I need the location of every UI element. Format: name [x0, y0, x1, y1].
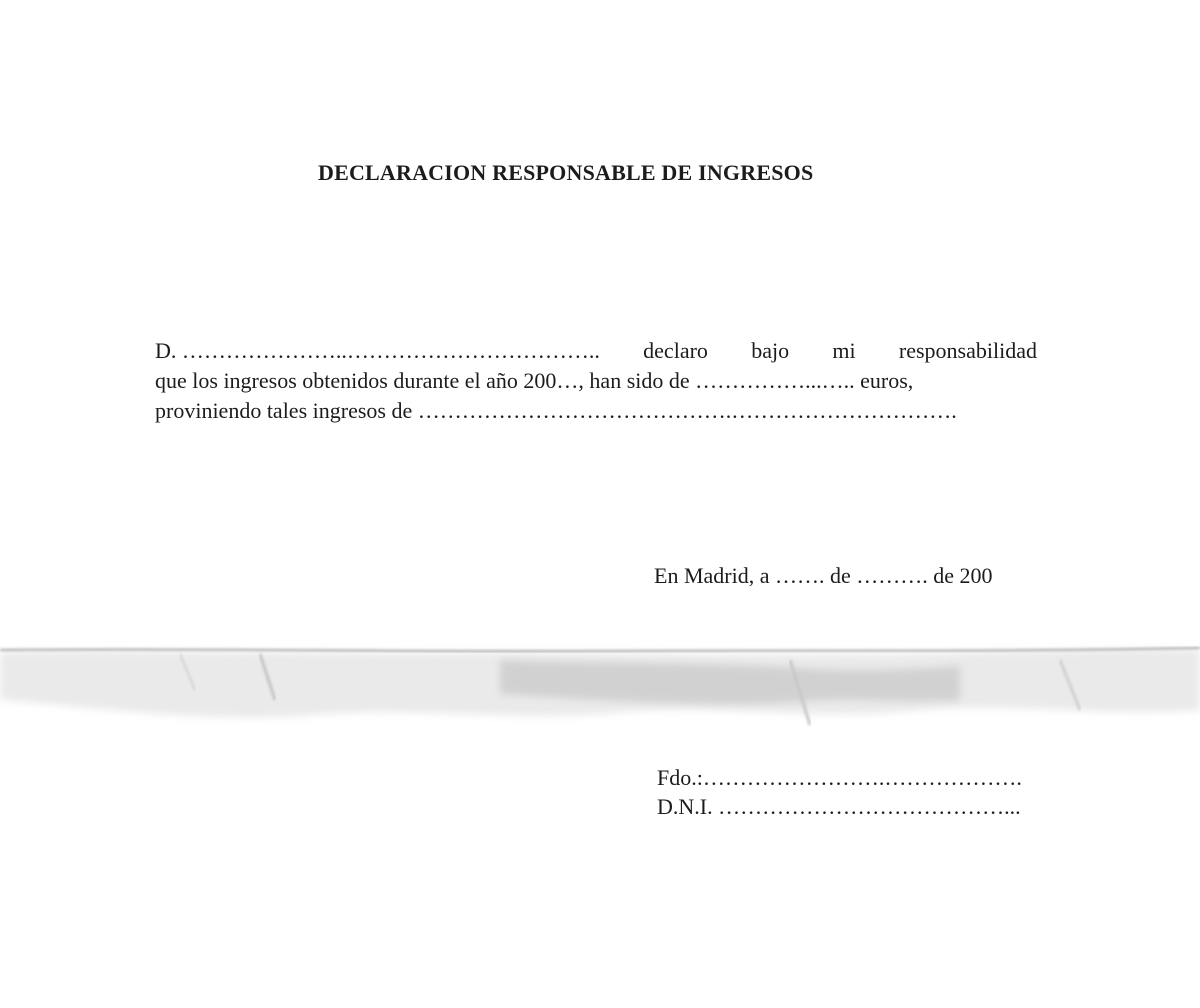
signature-line: Fdo.:…………………….………………. [657, 765, 1022, 790]
paragraph-line-2: que los ingresos obtenidos durante el año 200…, han sido de ……………...….. euros, [155, 368, 914, 393]
name-blank-text: D. …………………..…………………………….. [155, 338, 600, 363]
paper-fold-crease [0, 630, 1200, 740]
declaration-paragraph [155, 336, 1037, 426]
paragraph-line-1 [155, 336, 1037, 366]
word-responsabilidad: responsabilidad [898, 338, 1037, 363]
place-and-date-line: En Madrid, a ……. de ………. de 200 [654, 563, 993, 588]
word-bajo: bajo [751, 338, 790, 363]
dni-line: D.N.I. …………………………………... [657, 794, 1021, 819]
paragraph-line-3: proviniendo tales ingresos de …………………………………….…………………………. [155, 398, 957, 423]
document-title: DECLARACION RESPONSABLE DE INGRESOS [318, 160, 814, 185]
word-mi: mi [832, 338, 856, 363]
word-declaro: declaro [643, 338, 708, 363]
signature-block [657, 763, 1022, 821]
